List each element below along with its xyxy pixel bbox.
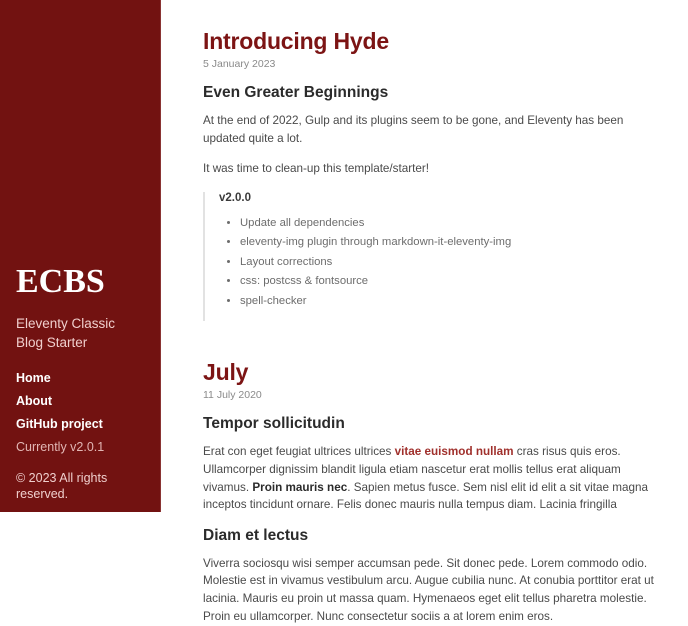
inline-link[interactable]: vitae euismod nullam bbox=[394, 444, 514, 458]
list-item: • css: postcss & fontsource bbox=[240, 272, 668, 291]
post-paragraph bbox=[203, 443, 668, 514]
sidebar-version-label: Currently v2.0.1 bbox=[16, 439, 105, 454]
paragraph-lead-text: Erat con eget feugiat ultrices ultrices bbox=[203, 444, 395, 458]
post-section-heading: Tempor sollicitudin bbox=[203, 415, 345, 433]
post-date: 5 January 2023 bbox=[203, 57, 276, 70]
list-item: • eleventy-img plugin through markdown-it-eleventy-img bbox=[240, 233, 668, 252]
post-paragraph: At the end of 2022, Gulp and its plugins seem to be gone, and Eleventy has been updated quite a lot. bbox=[203, 113, 624, 145]
sidebar-item-home[interactable]: Home bbox=[16, 371, 51, 385]
list-item: • Update all dependencies bbox=[240, 214, 668, 233]
site-logo: ECBS bbox=[16, 263, 105, 301]
post-item bbox=[203, 359, 668, 626]
post-section-heading: Diam et lectus bbox=[203, 527, 309, 545]
post-item bbox=[203, 28, 668, 321]
sidebar-item-github-project[interactable]: GitHub project bbox=[16, 416, 103, 431]
main-content bbox=[162, 0, 688, 624]
paragraph-bold-text: Proin mauris nec bbox=[252, 480, 348, 494]
sidebar-copyright: © 2023 All rights reserved. bbox=[16, 470, 108, 501]
post-spacer bbox=[203, 329, 668, 359]
list-item: • Layout corrections bbox=[240, 253, 668, 272]
changelog-version: v2.0.0 bbox=[219, 192, 251, 205]
sidebar-content bbox=[16, 264, 144, 502]
post-title[interactable]: Introducing Hyde bbox=[203, 28, 389, 54]
sidebar bbox=[0, 0, 161, 512]
sidebar-nav bbox=[16, 371, 144, 456]
list-item: • spell-checker bbox=[240, 292, 668, 311]
post-section-heading: Even Greater Beginnings bbox=[203, 84, 389, 102]
post-title[interactable]: July bbox=[203, 359, 249, 386]
site-tagline: Eleventy Classic Blog Starter bbox=[16, 315, 116, 351]
post-paragraph: It was time to clean-up this template/starter! bbox=[203, 162, 430, 176]
post-paragraph: Viverra sociosqu wisi semper accumsan pede. Sit donec pede. Lorem commodo odio. Molestie est in vivamus vestibulum arcu. Augue cubilia nunc. At conubia porttitor erat ut lacinia. Mauris eu proin ut massa quam. Hymenaeos eget elit tellus pharetra molestie. Proin eu ullamcorper. Nunc consectetur sociis a at lorem enim eros. bbox=[203, 556, 654, 624]
changelog-blockquote bbox=[203, 192, 668, 321]
paragraph-tail-text: . Sapien metus fusce. Sem nisl elit id elit a sit vitae magna inceptos tincidunt ornare. Felis donec mauris nulla tempus diam. Lacinia fringilla bbox=[203, 480, 648, 512]
post-date: 11 July 2020 bbox=[203, 388, 262, 401]
changelog-list bbox=[219, 214, 668, 311]
sidebar-item-about[interactable]: About bbox=[16, 393, 53, 408]
paragraph-mid-text: cras risus quis eros. Ullamcorper dignissim blandit ligula etiam nascetur erat mollis tellus erat aliquam vivamus. bbox=[203, 444, 621, 494]
